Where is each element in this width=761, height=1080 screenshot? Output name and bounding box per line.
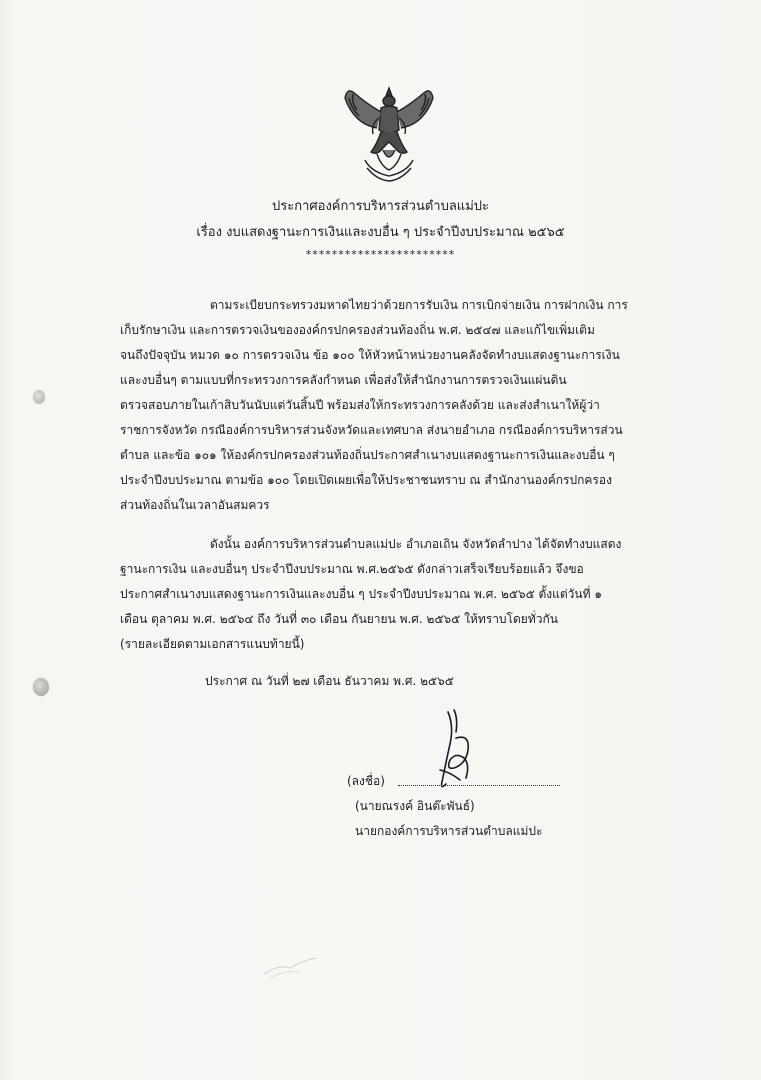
paragraph-1-line-3: จนถึงปัจจุบัน หมวด ๑๐ การตรวจเงิน ข้อ ๑๐๐ ให้หัวหน้าหน่วยงานคลังจัดทำงบแสดงฐานะการเงิน [120,348,620,362]
paragraph-1-line-8: ประจำปีงบประมาณ ตามข้อ ๑๐๐ โดยเปิดเผยเพื่อให้ประชาชนทราบ ณ สำนักงานองค์กรปกครอง [120,473,612,487]
paragraph-2-line-5: (รายละเอียดตามเอกสารแนบท้ายนี้) [120,637,305,651]
document-subject: เรื่อง งบแสดงฐานะการเงินและงบอื่น ๆ ประจำปีงบประมาณ ๒๕๖๕ [196,225,565,240]
paragraph-2-line-3: ประกาศสำเนางบแสดงฐานะการเงินและงบอื่น ๆ ประจำปีงบประมาณ พ.ศ. ๒๕๖๕ ตั้งแต่วันที่ ๑ [120,587,602,601]
signatory-name: (นายณรงค์ อินต๊ะพันธ์) [355,799,475,813]
paragraph-1-line-1: ตามระเบียบกระทรวงมหาดไทยว่าด้วยการรับเงิน การเบิกจ่ายเงิน การฝากเงิน การ [210,298,628,312]
paragraph-1-line-7: ตำบล และข้อ ๑๐๑ ให้องค์กรปกครองส่วนท้องถิ่นประกาศสำเนางบแสดงฐานะการเงินและงบอื่น ๆ [120,448,615,462]
handwritten-signature-icon [420,708,490,794]
signature-label: (ลงชื่อ) [347,774,385,788]
paragraph-1-line-5: ตรวจสอบภายในเก้าสิบวันนับแต่วันสิ้นปี พร้อมส่งให้กระทรวงการคลังด้วย และส่งสำเนาให้ผู้ว่า [120,398,600,412]
garuda-emblem-icon [337,84,441,186]
paper-smudge [260,954,320,980]
paragraph-1-line-9: ส่วนท้องถิ่นในเวลาอันสมควร [120,498,270,512]
paragraph-1-line-6: ราชการจังหวัด กรณีองค์การบริหารส่วนจังหวัดและเทศบาล ส่งนายอำเภอ กรณีองค์การบริหารส่วน [120,423,623,437]
document-title: ประกาศองค์การบริหารส่วนตำบลแม่ปะ [272,199,489,214]
paragraph-2-line-2: ฐานะการเงิน และงบอื่นๆ ประจำปีงบประมาณ พ.ศ.๒๕๖๕ ดังกล่าวเสร็จเรียบร้อยแล้ว จึงขอ [120,562,584,576]
signatory-position: นายกองค์การบริหารส่วนตำบลแม่ปะ [355,824,543,838]
announcement-date: ประกาศ ณ วันที่ ๒๗ เดือน ธันวาคม พ.ศ. ๒๕๖๕ [205,674,454,688]
paragraph-1-line-2: เก็บรักษาเงิน และการตรวจเงินขององค์กรปกครองส่วนท้องถิ่น พ.ศ. ๒๕๔๗ และแก้ไขเพิ่มเติม [120,323,595,337]
paragraph-1-line-4: และงบอื่นๆ ตามแบบที่กระทรวงการคลังกำหนด เพื่อส่งให้สำนักงานการตรวจเงินแผ่นดิน [120,373,567,387]
punch-hole-upper [33,390,45,404]
paragraph-2-line-4: เดือน ตุลาคม พ.ศ. ๒๕๖๔ ถึง วันที่ ๓๐ เดือน กันยายน พ.ศ. ๒๕๖๕ ให้ทราบโดยทั่วกัน [120,612,558,626]
title-separator: *********************** [305,248,456,261]
punch-hole-lower [33,678,49,696]
signature-dotted-line [398,785,560,786]
paragraph-2-line-1: ดังนั้น องค์การบริหารส่วนตำบลแม่ปะ อำเภอเถิน จังหวัดลำปาง ได้จัดทำงบแสดง [210,537,622,551]
